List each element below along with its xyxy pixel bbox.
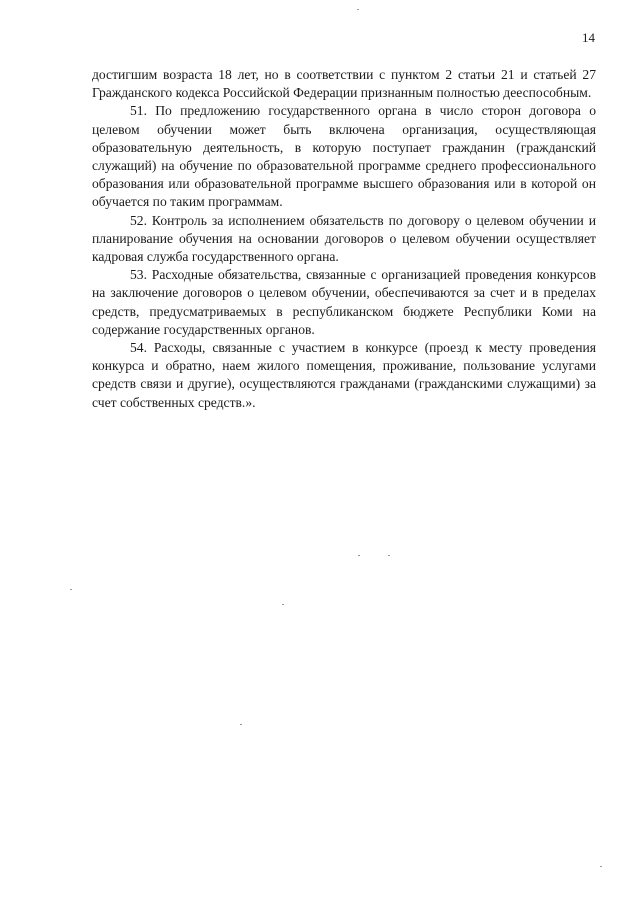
paragraph-51: 51. По предложению государственного органа в число сторон договора о целевом обучении может быть включена организация, осуществляющая образовательную деятельность, в которую поступает гражданин (гражданский служащий) на обучение по образовательной программе среднего профессионального образования или образовательной программе высшего образования или в которой он обучается по таким программам. [92, 103, 596, 210]
scan-speck [358, 555, 360, 556]
paragraph-continuation: достигшим возраста 18 лет, но в соответствии с пунктом 2 статьи 21 и статьей 27 Гражданского кодекса Российской Федерации признанным полностью дееспособным. [92, 67, 596, 101]
scan-speck [600, 866, 602, 867]
scan-speck [240, 724, 242, 725]
document-body [92, 66, 596, 412]
scan-speck [70, 589, 72, 590]
paragraph-53: 53. Расходные обязательства, связанные с организацией проведения конкурсов на заключение договоров о целевом обучении, обеспечиваются за счет и в пределах средств, предусматриваемых в республиканском бюджете Республики Коми на содержание государственных органов. [92, 267, 596, 337]
page-number: 14 [582, 30, 595, 45]
scan-speck [282, 604, 284, 605]
scan-speck [357, 9, 359, 10]
paragraph-52: 52. Контроль за исполнением обязательств по договору о целевом обучении и планирование обучения на основании договоров о целевом обучении осуществляет кадровая служба государственного органа. [92, 212, 596, 265]
paragraph-54: 54. Расходы, связанные с участием в конкурсе (проезд к месту проведения конкурса и обратно, наем жилого помещения, проживание, пользование услугами средств связи и другие), осуществляются гражданами (гражданскими служащими) за счет собственных средств.». [92, 340, 596, 410]
scan-speck [388, 555, 390, 556]
